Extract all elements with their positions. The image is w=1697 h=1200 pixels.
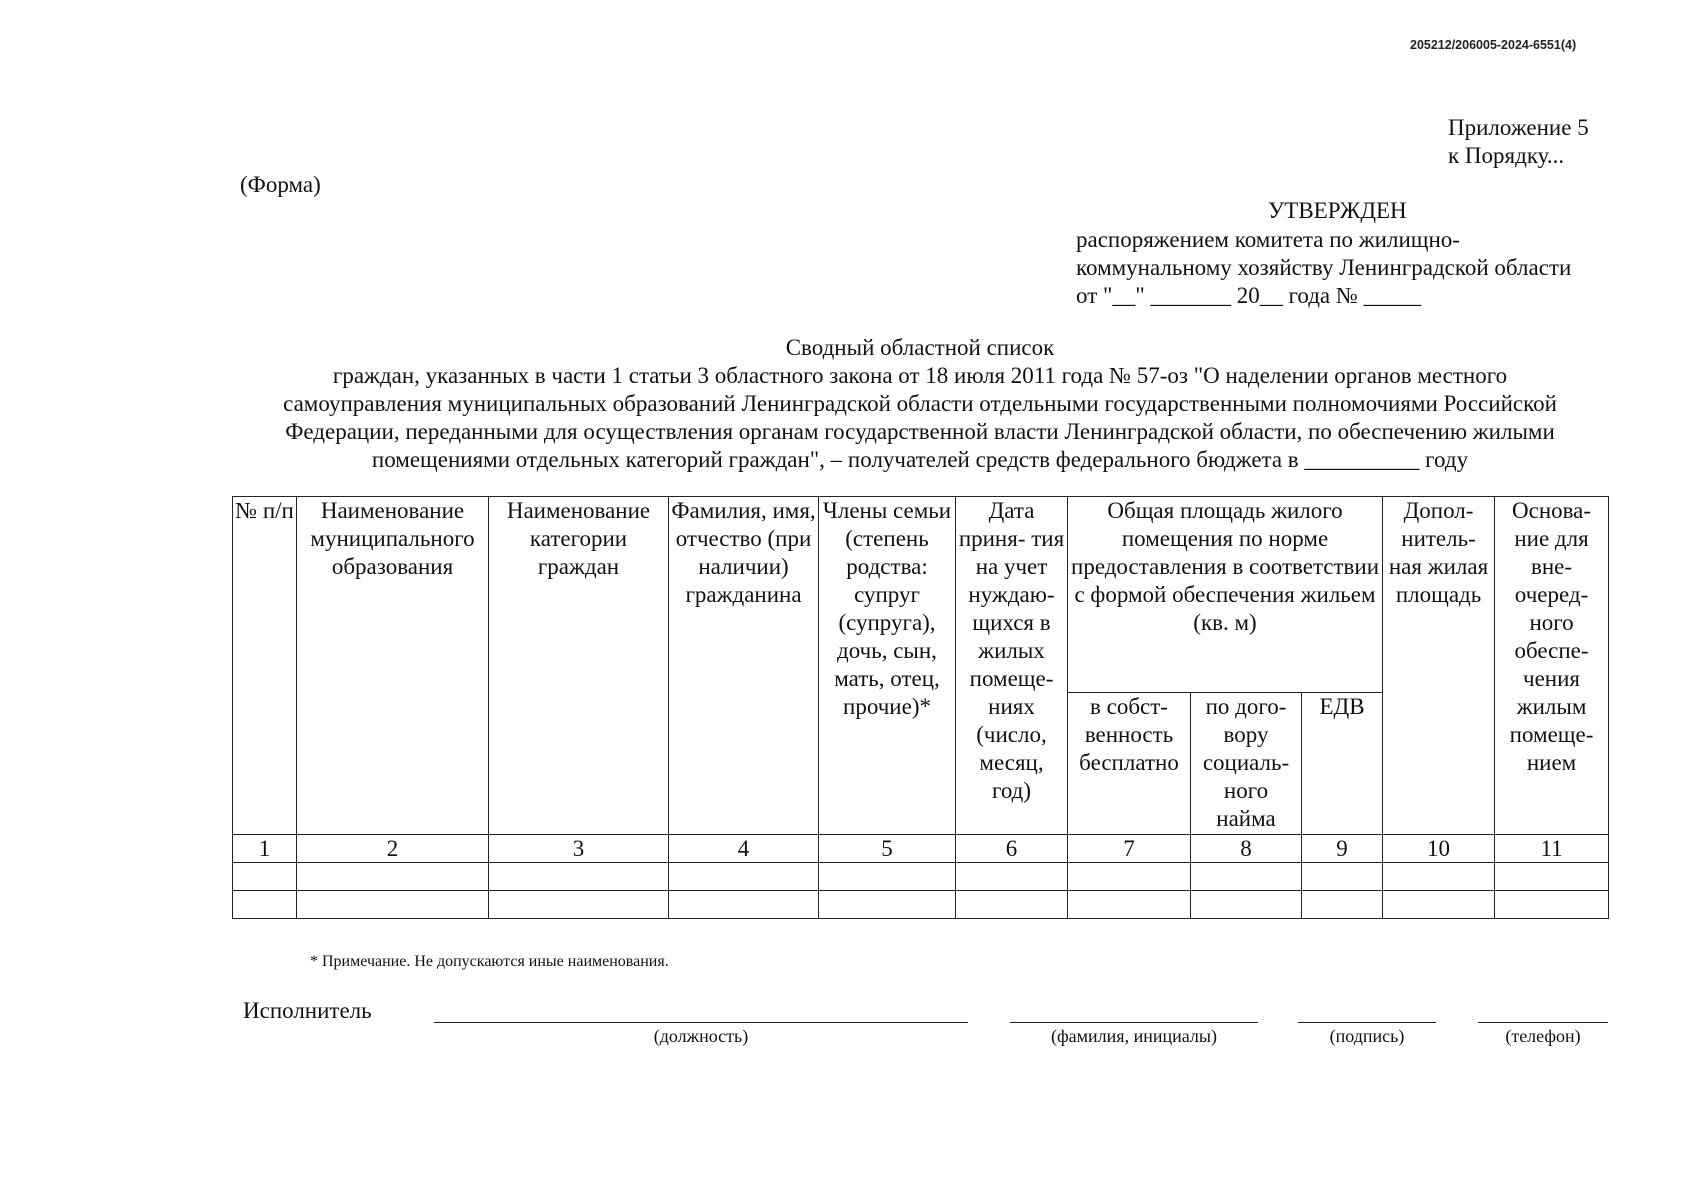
approval-line: от "__" _______ 20__ года № _____ (1076, 283, 1422, 308)
table-cell (1495, 891, 1609, 919)
table-cell (1068, 891, 1191, 919)
signature-caption: (подпись) (1329, 1026, 1405, 1046)
column-number: 10 (1383, 835, 1495, 863)
table-cell (1302, 891, 1383, 919)
header-cell: Наименование категории граждан (489, 497, 669, 835)
document-title (230, 334, 1610, 474)
executor-label: Исполнитель (243, 998, 372, 1023)
table-cell (297, 863, 489, 891)
appendix-line: Приложение 5 (1448, 115, 1589, 140)
header-cell: Допол- нитель- ная жилая площадь (1383, 497, 1495, 835)
document-number: 205212/206005-2024-6551(4) (1410, 38, 1577, 52)
title-line: граждан, указанных в части 1 статьи 3 областного закона от 18 июля 2011 года № 57-оз "О наделении органов местного (332, 363, 1508, 388)
table-cell (1191, 863, 1302, 891)
subheader-cell: по дого- вору социаль- ного найма (1191, 693, 1302, 835)
appendix-reference (1448, 114, 1589, 170)
table-cell (819, 863, 956, 891)
header-row (233, 497, 1609, 693)
table-cell (1383, 891, 1495, 919)
table-cell (1383, 863, 1495, 891)
column-number: 2 (297, 835, 489, 863)
approval-line: коммунальному хозяйству Ленинградской области (1076, 255, 1572, 280)
approval-line: распоряжением комитета по жилищно- (1076, 227, 1460, 252)
header-cell: Члены семьи (степень родства: супруг (супруга), дочь, сын, мать, отец, прочие)* (819, 497, 956, 835)
header-cell: Наименование муниципального образования (297, 497, 489, 835)
column-number: 1 (233, 835, 297, 863)
title-line: помещениями отдельных категорий граждан", – получателей средств федерального бюджета в __________ году (371, 447, 1469, 472)
header-cell: Основа- ние для вне- очеред- ного обеспе- чения жилым помеще- нием (1495, 497, 1609, 835)
signature-line (1298, 1022, 1436, 1023)
table-cell (1068, 863, 1191, 891)
table-row (233, 891, 1609, 919)
summary-list-table (232, 496, 1609, 919)
title-line: самоуправления муниципальных образований Ленинградской области отдельными государственными полномочиями Российской (283, 391, 1557, 416)
column-number: 5 (819, 835, 956, 863)
name-line (1010, 1022, 1258, 1023)
phone-line (1478, 1022, 1608, 1023)
table-cell (669, 863, 819, 891)
header-group-cell: Общая площадь жилого помещения по норме предоставления в соответствии с формой обеспечения жильем (кв. м) (1068, 497, 1383, 693)
table-cell (1191, 891, 1302, 919)
table-row (233, 863, 1609, 891)
column-number: 3 (489, 835, 669, 863)
table-cell (489, 863, 669, 891)
column-number: 11 (1495, 835, 1609, 863)
position-caption: (должность) (653, 1026, 749, 1046)
table-cell (233, 863, 297, 891)
approval-block (1076, 226, 1571, 310)
column-number: 9 (1302, 835, 1383, 863)
table-cell (1495, 863, 1609, 891)
header-cell: Фамилия, имя, отчество (при наличии) гражданина (669, 497, 819, 835)
column-number: 6 (956, 835, 1068, 863)
table-cell (297, 891, 489, 919)
table-cell (489, 891, 669, 919)
title-line: Федерации, переданными для осуществления органам государственной власти Ленинградской области, по обеспечению жилыми (285, 419, 1555, 444)
header-cell: Дата приня- тия на учет нуждаю- щихся в жилых помеще- ниях (число, месяц, год) (956, 497, 1068, 835)
table-note: * Примечание. Не допускаются иные наименования. (310, 953, 669, 970)
table-cell (956, 863, 1068, 891)
table-cell (956, 891, 1068, 919)
subheader-cell: ЕДВ (1302, 693, 1383, 835)
table-cell (819, 891, 956, 919)
table-cell (669, 891, 819, 919)
subheader-cell: в собст- венность бесплатно (1068, 693, 1191, 835)
name-caption: (фамилия, инициалы) (1051, 1026, 1217, 1046)
column-number-row (233, 835, 1609, 863)
table-cell (233, 891, 297, 919)
column-number: 4 (669, 835, 819, 863)
position-line (434, 1022, 968, 1023)
header-cell: № п/п (233, 497, 297, 835)
phone-caption: (телефон) (1505, 1026, 1581, 1046)
appendix-line: к Порядку... (1448, 143, 1565, 168)
form-label: (Форма) (240, 172, 321, 197)
column-number: 8 (1191, 835, 1302, 863)
approval-title: УТВЕРЖДЕН (1268, 198, 1407, 223)
title-line: Сводный областной список (785, 335, 1055, 360)
table-cell (1302, 863, 1383, 891)
column-number: 7 (1068, 835, 1191, 863)
